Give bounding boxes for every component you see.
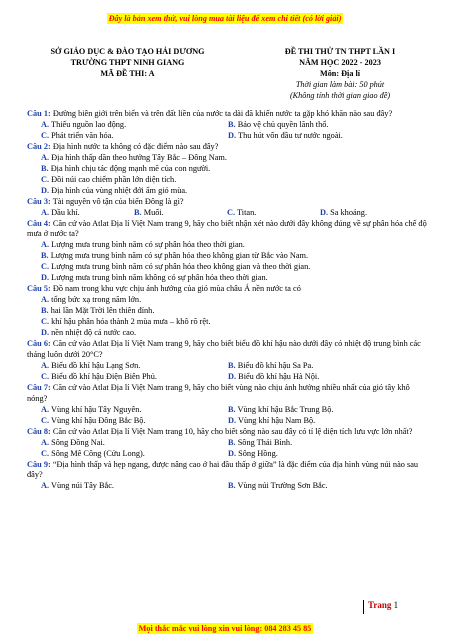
answer-option [228, 131, 415, 142]
answer-option [41, 120, 228, 131]
question-number: Câu 7: [27, 382, 51, 392]
option-text: Sông Đồng Nai. [51, 437, 105, 447]
answer-option [27, 317, 430, 328]
option-letter: C. [41, 448, 50, 458]
answer-row [27, 120, 430, 131]
answer-option [228, 449, 415, 460]
option-text: Sông Thái Bình. [237, 437, 293, 447]
option-letter: A. [41, 240, 50, 250]
option-letter: D. [320, 207, 329, 217]
question-number: Câu 2: [27, 141, 51, 151]
preview-banner [0, 8, 450, 26]
question-4 [27, 219, 430, 241]
question-5 [27, 284, 430, 295]
subject: Môn: Địa lí [319, 69, 361, 78]
answer-row [27, 416, 430, 427]
option-text: hai lần Mặt Trời lên thiên đỉnh. [50, 306, 155, 316]
answer-option [228, 120, 415, 131]
option-text: Biểu đồ khí hậu Hà Nội. [238, 371, 320, 381]
option-letter: A. [41, 152, 50, 162]
option-text: Lượng mưa trung bình năm có sự phân hóa theo không gian từ Bắc vào Nam. [50, 251, 309, 261]
answer-option [227, 208, 320, 219]
question-list [27, 109, 430, 492]
answer-option [41, 208, 134, 219]
option-letter: A. [41, 481, 50, 491]
exam-title: ĐỀ THI THỬ TN THPT LẦN I [284, 47, 396, 56]
option-text: Vùng khí hậu Nam Bộ. [238, 415, 316, 425]
answer-option [228, 416, 415, 427]
option-letter: B. [228, 404, 236, 414]
question-number: Câu 8: [27, 426, 51, 436]
option-letter: C. [41, 174, 50, 184]
option-letter: D. [228, 448, 237, 458]
option-letter: B. [228, 437, 236, 447]
school-info [20, 46, 235, 79]
option-text: Dầu khí. [51, 207, 80, 217]
answer-row [27, 372, 430, 383]
option-letter: C. [227, 207, 236, 217]
page-number: 1 [393, 600, 399, 610]
option-text: Thu hút vốn đầu tư nước ngoài. [238, 130, 343, 140]
option-letter: C. [41, 130, 50, 140]
option-text: Phát triển văn hóa. [51, 130, 114, 140]
answer-option [27, 295, 430, 306]
option-letter: D. [41, 328, 50, 338]
option-text: Muối. [143, 207, 164, 217]
exam-header [0, 46, 450, 110]
question-6 [27, 339, 430, 361]
answer-option [228, 361, 415, 372]
option-text: Địa hình thấp dần theo hướng Tây Bắc – Đông Nam. [51, 152, 227, 162]
question-text: Căn cứ vào Atlat Địa lí Việt Nam trang 9, hãy cho biết nhận xét nào dưới đây không đúng về sự phân hóa chế độ mưa ở nước ta? [27, 218, 427, 239]
option-text: Lượng mưa trung bình năm không có sự phân hóa theo thời gian. [51, 273, 268, 283]
question-text: Căn cứ vào Atlat Địa lí Việt Nam trang 10, hãy cho biết sông nào sau đây có tỉ lệ diện tích lưu vực lớn nhất? [52, 426, 413, 436]
option-text: Vùng núi Trường Sơn Bắc. [237, 481, 328, 491]
answer-option [228, 481, 415, 492]
question-text: Căn cứ vào Atlat Địa lí Việt Nam trang 9, hãy cho biết biểu đồ khí hậu nào dưới đây có nhiệt độ trung bình các tháng luôn dưới 20°C? [27, 339, 421, 359]
option-text: Vùng núi Tây Bắc. [51, 481, 114, 491]
option-letter: C. [41, 317, 50, 327]
option-text: Biểu đồ khí hậu Điện Biên Phủ. [51, 371, 157, 381]
answer-option [228, 405, 415, 416]
answer-row [27, 361, 430, 372]
question-number: Câu 6: [27, 339, 51, 349]
answer-option [41, 416, 228, 427]
answer-row [27, 481, 430, 492]
answer-option [41, 372, 228, 383]
option-letter: C. [41, 262, 50, 272]
answer-option [41, 131, 228, 142]
option-letter: D. [228, 371, 237, 381]
option-text: nền nhiệt độ cả nước cao. [51, 328, 137, 338]
exam-info [240, 46, 440, 101]
question-text: Căn cứ vào Atlat Địa lí Việt Nam trang 9, hãy cho biết vùng nào chịu ảnh hưởng nhiều nhất của gió tây khô nóng? [27, 382, 410, 403]
answer-option [41, 481, 228, 492]
answer-option [27, 251, 430, 262]
question-number: Câu 5: [27, 284, 51, 294]
answer-option [27, 273, 430, 284]
page-footer [363, 600, 398, 614]
answer-option [41, 361, 228, 372]
answer-option [41, 405, 228, 416]
exam-code: MÃ ĐỀ THI: A [100, 69, 155, 78]
option-letter: C. [41, 371, 50, 381]
question-text: Đường biên giới trên biển và trên đất liền của nước ta dài đã khiến nước ta gặp khó khăn nào sau đây? [52, 109, 393, 118]
answer-option [228, 438, 415, 449]
answer-option [27, 240, 430, 251]
question-1 [27, 109, 430, 120]
option-text: Vùng khí hậu Tây Nguyên. [51, 404, 142, 414]
time-limit: Thời gian làm bài: 50 phút [295, 80, 385, 89]
time-note: (Không tính thời gian giao đề) [289, 91, 391, 100]
question-number: Câu 9: [27, 459, 51, 469]
question-text: “Địa hình thấp và hẹp ngang, được nâng cao ở hai đầu thấp ở giữa” là đặc điểm của địa hình vùng núi nào sau đây? [27, 459, 419, 480]
question-text: Đồ nam trong khu vực chịu ảnh hưởng của gió mùa châu Á nền nước ta có [52, 284, 301, 294]
option-text: Sông Hồng. [238, 448, 278, 458]
option-letter: A. [41, 295, 50, 305]
contact-banner-text: Mọi thắc mắc vui lòng xin vui lòng: 084 283 45 85 [138, 624, 312, 633]
option-letter: B. [228, 360, 236, 370]
option-text: Lượng mưa trung bình năm có sự phân hóa theo thời gian. [51, 240, 245, 250]
answer-option [134, 208, 227, 219]
answer-option [41, 438, 228, 449]
contact-banner [0, 618, 450, 636]
option-letter: A. [41, 207, 50, 217]
answer-row [27, 131, 430, 142]
answer-row [27, 449, 430, 460]
option-letter: B. [228, 119, 236, 129]
answer-option [27, 153, 430, 164]
school-year: NĂM HỌC 2022 - 2023 [299, 58, 381, 67]
answer-option [228, 372, 415, 383]
option-letter: D. [41, 185, 50, 195]
question-2 [27, 142, 430, 153]
option-text: Thiếu nguồn lao động. [51, 119, 127, 129]
option-letter: B. [41, 163, 49, 173]
option-letter: B. [228, 481, 236, 491]
option-letter: B. [41, 251, 49, 261]
option-letter: D. [228, 130, 237, 140]
answer-option [27, 186, 430, 197]
option-text: Sông Mê Công (Cửu Long). [51, 448, 145, 458]
question-9 [27, 460, 430, 482]
question-8 [27, 427, 430, 438]
option-text: Bảo vệ chủ quyền lãnh thổ. [237, 119, 329, 129]
option-text: Biểu đồ khí hậu Lạng Sơn. [51, 360, 141, 370]
option-text: Vùng khí hậu Bắc Trung Bộ. [237, 404, 334, 414]
question-number: Câu 1: [27, 109, 51, 118]
department-name: SỞ GIÁO DỤC & ĐÀO TẠO HẢI DƯƠNG [50, 47, 205, 56]
answer-option [27, 328, 430, 339]
answer-row [27, 405, 430, 416]
option-text: khí hậu phân hóa thành 2 mùa mưa – khô rõ rệt. [51, 317, 211, 327]
question-number: Câu 3: [27, 196, 51, 206]
option-letter: A. [41, 437, 50, 447]
option-text: Vùng khí hậu Đông Bắc Bộ. [51, 415, 146, 425]
option-letter: C. [41, 415, 50, 425]
option-text: Titan. [237, 207, 257, 217]
answer-row [27, 208, 430, 219]
answer-option [27, 164, 430, 175]
option-letter: B. [134, 207, 142, 217]
question-text: Địa hình nước ta không có đặc điểm nào sau đây? [52, 141, 219, 151]
option-text: Đồi núi cao chiếm phần lớn diện tích. [51, 174, 177, 184]
answer-option [27, 262, 430, 273]
option-letter: A. [41, 360, 50, 370]
question-3 [27, 197, 430, 208]
option-letter: A. [41, 404, 50, 414]
option-text: Biểu đồ khí hậu Sa Pa. [237, 360, 314, 370]
school-name: TRƯỜNG THPT NINH GIANG [70, 58, 185, 67]
answer-row [27, 438, 430, 449]
answer-option [41, 449, 228, 460]
option-letter: D. [228, 415, 237, 425]
answer-option [27, 306, 430, 317]
option-text: Địa hình chịu tác động mạnh mẽ của con người. [50, 163, 211, 173]
question-number: Câu 4: [27, 218, 51, 228]
option-text: Lượng mưa trung bình năm có sự phân hóa theo không gian và theo thời gian. [51, 262, 311, 272]
answer-option [27, 175, 430, 186]
option-letter: D. [41, 273, 50, 283]
question-text: Tài nguyên vô tận của biển Đông là gì? [52, 196, 184, 206]
option-text: Địa hình của vùng nhiệt đới ẩm gió mùa. [51, 185, 188, 195]
answer-option [320, 208, 413, 219]
option-text: tổng bức xạ trong năm lớn. [51, 295, 142, 305]
page-label: Trang [368, 600, 392, 610]
question-7 [27, 383, 430, 405]
option-letter: A. [41, 119, 50, 129]
preview-banner-text: Đây là bản xem thử, vui lòng mua tài liệu để xem chi tiết (có lời giải) [108, 14, 342, 23]
option-text: Sa khoáng. [330, 207, 368, 217]
option-letter: B. [41, 306, 49, 316]
